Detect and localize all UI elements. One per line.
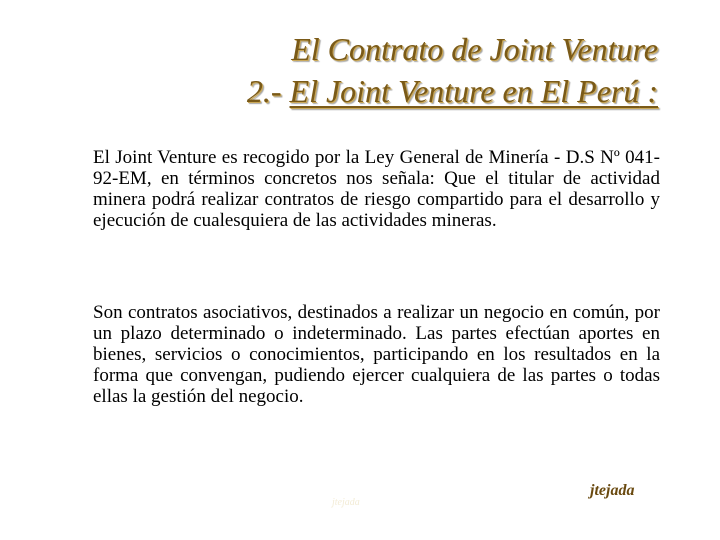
- footer-watermark: jtejada: [332, 497, 360, 508]
- author-signature: jtejada: [590, 482, 635, 499]
- slide-title: [247, 28, 658, 112]
- paragraph-1: El Joint Venture es recogido por la Ley General de Minería - D.S Nº 041-92-EM, en términos concretos nos señala: Que el titular de actividad minera podrá realizar contratos de riesgo compartido para el desarrollo y ejecución de cualesquiera de las actividades mineras.: [93, 147, 660, 231]
- title-subtitle: El Joint Venture en El Perú: [289, 73, 640, 109]
- paragraph-2: Son contratos asociativos, destinados a realizar un negocio en común, por un plazo determinado o indeterminado. Las partes efectúan aportes en bienes, servicios o conocimientos, participando en los resultados en la forma que convengan, pudiendo ejercer cualquiera de las partes o todas ellas la gestión del negocio.: [93, 302, 660, 407]
- title-number: 2.-: [246, 73, 290, 109]
- title-colon: :: [639, 73, 658, 109]
- title-line-1: El Contrato de Joint Venture: [291, 31, 658, 67]
- title-line-2: [247, 70, 658, 112]
